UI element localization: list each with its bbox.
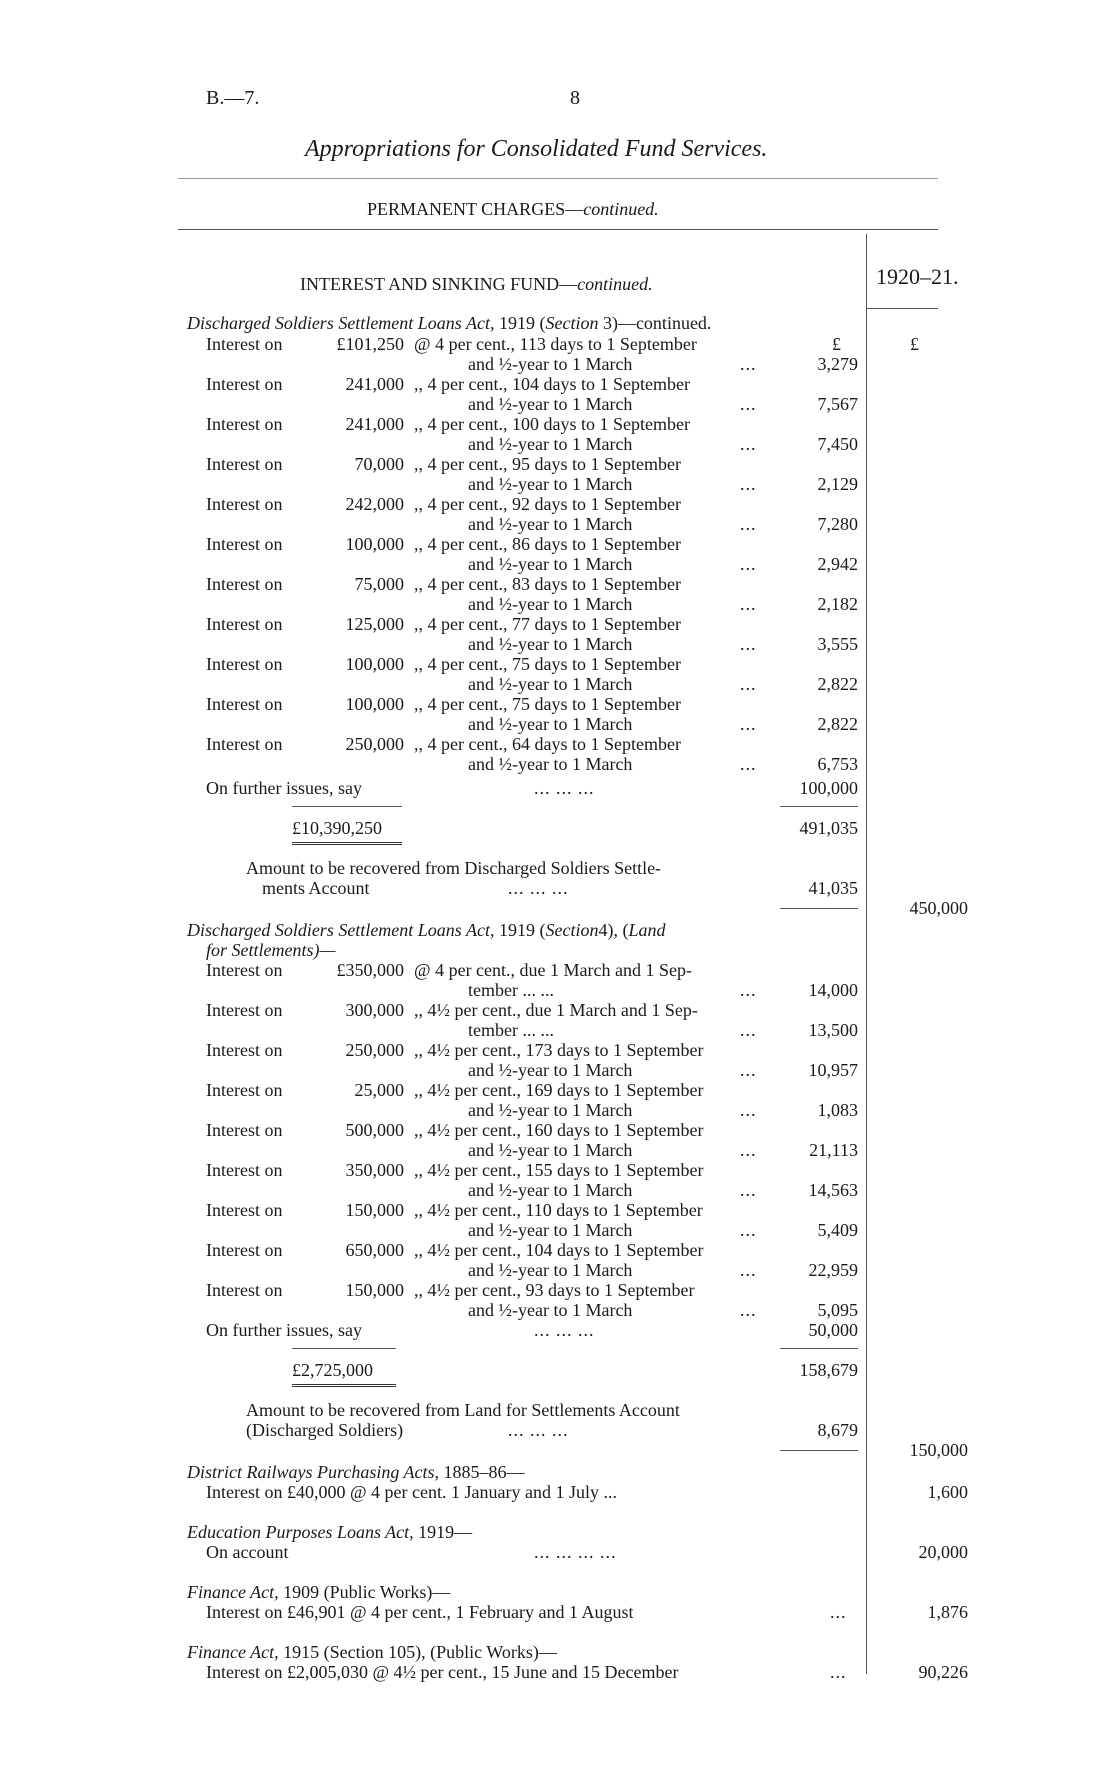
entry-label: Interest on bbox=[206, 1040, 283, 1060]
group1-total-value: 491,035 bbox=[799, 818, 858, 838]
entry-principal: 241,000 bbox=[345, 414, 404, 434]
group2-recover-value: 8,679 bbox=[817, 1420, 858, 1440]
group1-recover-rule bbox=[780, 908, 858, 909]
interest-entry bbox=[0, 1240, 1114, 1280]
act-value: 1,600 bbox=[927, 1482, 968, 1502]
interest-entry bbox=[0, 1280, 1114, 1320]
entry-principal: 242,000 bbox=[345, 494, 404, 514]
interest-entry bbox=[0, 1080, 1114, 1120]
group1-recover-line1: Amount to be recovered from Discharged Soldiers Settle- bbox=[246, 858, 662, 878]
entry-principal: 125,000 bbox=[345, 614, 404, 634]
entry-value: 7,280 bbox=[817, 514, 858, 534]
entry-rate-continued: and ½-year to 1 March bbox=[468, 594, 633, 614]
title-rule bbox=[178, 178, 938, 179]
document-ref: B.—7. bbox=[206, 87, 260, 109]
entry-label: Interest on bbox=[206, 334, 283, 354]
act-line-dots: ... bbox=[830, 1602, 847, 1622]
entry-rate-continued: tember ... ... bbox=[468, 980, 554, 1000]
year-heading: 1920–21. bbox=[876, 264, 959, 289]
entry-principal: £350,000 bbox=[336, 960, 404, 980]
entry-principal: 100,000 bbox=[345, 654, 404, 674]
group1-heading-act: Discharged Soldiers Settlement Loans Act, bbox=[187, 313, 495, 333]
entry-principal: 75,000 bbox=[354, 574, 404, 594]
interest-entry bbox=[0, 454, 1114, 494]
entry-label: Interest on bbox=[206, 1120, 283, 1140]
entry-rate: ,, 4 per cent., 77 days to 1 September bbox=[414, 614, 681, 634]
section-heading-main: PERMANENT CHARGES— bbox=[367, 199, 584, 219]
group1-further-label: On further issues, say bbox=[206, 778, 362, 798]
entry-rate-continued: and ½-year to 1 March bbox=[468, 634, 633, 654]
entry-dots: ... bbox=[740, 1100, 757, 1120]
entry-principal: 250,000 bbox=[345, 1040, 404, 1060]
entry-label: Interest on bbox=[206, 1000, 283, 1020]
entry-rate: ,, 4 per cent., 95 days to 1 September bbox=[414, 454, 681, 474]
section-heading-continued: continued. bbox=[583, 199, 659, 219]
entry-value: 2,822 bbox=[817, 674, 858, 694]
act-heading bbox=[187, 1642, 557, 1662]
entry-rate: ,, 4½ per cent., 169 days to 1 September bbox=[414, 1080, 704, 1100]
entry-label: Interest on bbox=[206, 534, 283, 554]
act-heading-rest: 1919— bbox=[413, 1522, 473, 1542]
page-number: 8 bbox=[570, 87, 580, 109]
group2-heading-rest: 4), ( bbox=[598, 920, 629, 940]
interest-entry bbox=[0, 1120, 1114, 1160]
entry-value: 21,113 bbox=[809, 1140, 858, 1160]
entry-label: Interest on bbox=[206, 614, 283, 634]
entry-value: 7,450 bbox=[817, 434, 858, 454]
group2-recover-rule bbox=[780, 1450, 858, 1451]
entry-rate-continued: tember ... ... bbox=[468, 1020, 554, 1040]
entry-dots: ... bbox=[740, 1300, 757, 1320]
group1-heading-rest: 3)—continued. bbox=[602, 313, 712, 333]
group1-total-amount: £10,390,250 bbox=[292, 818, 382, 838]
entry-rate-continued: and ½-year to 1 March bbox=[468, 474, 633, 494]
group2-further-value: 50,000 bbox=[808, 1320, 858, 1340]
group1-heading-section: Section bbox=[545, 313, 599, 333]
pound-sign-right: £ bbox=[910, 334, 919, 354]
group1-total-rule bbox=[292, 806, 402, 807]
group1-recover-line2: ments Account bbox=[262, 878, 370, 898]
group2-total-double-rule bbox=[292, 1384, 396, 1387]
entry-rate-continued: and ½-year to 1 March bbox=[468, 514, 633, 534]
entry-principal: 500,000 bbox=[345, 1120, 404, 1140]
interest-entry bbox=[0, 1200, 1114, 1240]
act-heading-name: Finance Act, bbox=[187, 1642, 279, 1662]
year-rule bbox=[866, 308, 938, 309]
entry-value: 2,182 bbox=[817, 594, 858, 614]
entry-rate: ,, 4½ per cent., 155 days to 1 September bbox=[414, 1160, 704, 1180]
act-heading bbox=[187, 1582, 450, 1602]
entry-rate: ,, 4 per cent., 100 days to 1 September bbox=[414, 414, 690, 434]
interest-entry bbox=[0, 694, 1114, 734]
entry-principal: 250,000 bbox=[345, 734, 404, 754]
entry-value: 5,409 bbox=[817, 1220, 858, 1240]
entry-rate-continued: and ½-year to 1 March bbox=[468, 354, 633, 374]
group2-total-value: 158,679 bbox=[799, 1360, 858, 1380]
entry-value: 2,942 bbox=[817, 554, 858, 574]
entry-rate: ,, 4½ per cent., 173 days to 1 September bbox=[414, 1040, 704, 1060]
group2-net-value: 150,000 bbox=[909, 1440, 968, 1460]
act-value: 20,000 bbox=[918, 1542, 968, 1562]
entry-value: 5,095 bbox=[817, 1300, 858, 1320]
interest-entry bbox=[0, 334, 1114, 374]
group2-recover-dots: ... ... ... bbox=[508, 1420, 569, 1440]
interest-entry bbox=[0, 374, 1114, 414]
entry-principal: 100,000 bbox=[345, 694, 404, 714]
entry-principal: 150,000 bbox=[345, 1280, 404, 1300]
act-heading bbox=[187, 1522, 472, 1542]
entry-dots: ... bbox=[740, 1260, 757, 1280]
entry-rate-continued: and ½-year to 1 March bbox=[468, 1140, 633, 1160]
entry-dots: ... bbox=[740, 394, 757, 414]
entry-rate: ,, 4 per cent., 83 days to 1 September bbox=[414, 574, 681, 594]
act-heading-rest: 1909 (Public Works)— bbox=[278, 1582, 451, 1602]
entry-rate-continued: and ½-year to 1 March bbox=[468, 714, 633, 734]
entry-dots: ... bbox=[740, 714, 757, 734]
entry-value: 22,959 bbox=[808, 1260, 858, 1280]
interest-entry bbox=[0, 654, 1114, 694]
entry-rate: @ 4 per cent., 113 days to 1 September bbox=[414, 334, 697, 354]
group2-heading bbox=[187, 920, 665, 940]
group1-recover-dots: ... ... ... bbox=[508, 878, 569, 898]
entry-value: 3,555 bbox=[817, 634, 858, 654]
entry-rate-continued: and ½-year to 1 March bbox=[468, 394, 633, 414]
act-line: Interest on £2,005,030 @ 4½ per cent., 15 June and 15 December bbox=[206, 1662, 679, 1682]
entry-principal: 241,000 bbox=[345, 374, 404, 394]
group2-further-label: On further issues, say bbox=[206, 1320, 362, 1340]
act-heading-name: Education Purposes Loans Act, bbox=[187, 1522, 414, 1542]
entry-label: Interest on bbox=[206, 1280, 283, 1300]
entry-value: 7,567 bbox=[817, 394, 858, 414]
group1-heading bbox=[187, 313, 711, 333]
page-title: Appropriations for Consolidated Fund Services. bbox=[305, 136, 768, 162]
entry-dots: ... bbox=[740, 354, 757, 374]
entry-label: Interest on bbox=[206, 1200, 283, 1220]
interest-entry bbox=[0, 734, 1114, 774]
group1-total-double-rule bbox=[292, 842, 402, 845]
entry-rate-continued: and ½-year to 1 March bbox=[468, 1260, 633, 1280]
entry-dots: ... bbox=[740, 1140, 757, 1160]
entry-label: Interest on bbox=[206, 574, 283, 594]
act-value: 90,226 bbox=[918, 1662, 968, 1682]
entry-label: Interest on bbox=[206, 734, 283, 754]
entry-label: Interest on bbox=[206, 494, 283, 514]
group2-further-dots: ... ... ... bbox=[534, 1320, 595, 1340]
subsection-heading-continued: continued. bbox=[577, 274, 653, 294]
entry-dots: ... bbox=[740, 1020, 757, 1040]
entry-principal: 100,000 bbox=[345, 534, 404, 554]
act-heading-name: Finance Act, bbox=[187, 1582, 279, 1602]
entry-dots: ... bbox=[740, 1060, 757, 1080]
entry-label: Interest on bbox=[206, 414, 283, 434]
group2-total-rule bbox=[292, 1348, 396, 1349]
entry-label: Interest on bbox=[206, 694, 283, 714]
subsection-heading bbox=[300, 274, 653, 295]
act-heading-rest: 1885–86— bbox=[439, 1462, 525, 1482]
pound-sign-left: £ bbox=[832, 334, 841, 354]
entry-rate-continued: and ½-year to 1 March bbox=[468, 1220, 633, 1240]
section-heading bbox=[367, 199, 659, 220]
entry-value: 14,563 bbox=[808, 1180, 858, 1200]
entry-principal: 650,000 bbox=[345, 1240, 404, 1260]
entry-value: 2,822 bbox=[817, 714, 858, 734]
entry-rate-continued: and ½-year to 1 March bbox=[468, 434, 633, 454]
entry-principal: 150,000 bbox=[345, 1200, 404, 1220]
entry-dots: ... bbox=[740, 434, 757, 454]
entry-value: 2,129 bbox=[817, 474, 858, 494]
act-value: 1,876 bbox=[927, 1602, 968, 1622]
entry-label: Interest on bbox=[206, 374, 283, 394]
entry-rate: @ 4 per cent., due 1 March and 1 Sep- bbox=[414, 960, 692, 980]
entry-dots: ... bbox=[740, 1180, 757, 1200]
entry-rate: ,, 4 per cent., 86 days to 1 September bbox=[414, 534, 681, 554]
group1-recover-value: 41,035 bbox=[808, 878, 858, 898]
group2-recover-line2: (Discharged Soldiers) bbox=[246, 1420, 404, 1440]
entry-dots: ... bbox=[740, 554, 757, 574]
entry-dots: ... bbox=[740, 1220, 757, 1240]
entry-rate: ,, 4½ per cent., 104 days to 1 September bbox=[414, 1240, 704, 1260]
act-line-dots: ... bbox=[830, 1662, 847, 1682]
entry-rate: ,, 4 per cent., 75 days to 1 September bbox=[414, 694, 681, 714]
interest-entry bbox=[0, 960, 1114, 1000]
entry-rate: ,, 4 per cent., 75 days to 1 September bbox=[414, 654, 681, 674]
interest-entry bbox=[0, 494, 1114, 534]
entry-rate-continued: and ½-year to 1 March bbox=[468, 1180, 633, 1200]
entry-label: Interest on bbox=[206, 1240, 283, 1260]
entry-label: Interest on bbox=[206, 1160, 283, 1180]
interest-entry bbox=[0, 414, 1114, 454]
entry-label: Interest on bbox=[206, 960, 283, 980]
entry-value: 6,753 bbox=[817, 754, 858, 774]
act-line: On account bbox=[206, 1542, 289, 1562]
entry-principal: 70,000 bbox=[354, 454, 404, 474]
entry-rate: ,, 4 per cent., 104 days to 1 September bbox=[414, 374, 690, 394]
interest-entry bbox=[0, 1040, 1114, 1080]
entry-dots: ... bbox=[740, 594, 757, 614]
entry-label: Interest on bbox=[206, 454, 283, 474]
group2-recover-line1: Amount to be recovered from Land for Settlements Account bbox=[246, 1400, 680, 1420]
entry-rate-continued: and ½-year to 1 March bbox=[468, 674, 633, 694]
group2-heading-land: Land bbox=[628, 920, 666, 940]
entry-principal: £101,250 bbox=[336, 334, 404, 354]
entry-principal: 300,000 bbox=[345, 1000, 404, 1020]
act-heading bbox=[187, 1462, 525, 1482]
entry-rate: ,, 4½ per cent., due 1 March and 1 Sep- bbox=[414, 1000, 698, 1020]
group1-net-value: 450,000 bbox=[909, 898, 968, 918]
group2-heading-act: Discharged Soldiers Settlement Loans Act, bbox=[187, 920, 495, 940]
group1-value-rule bbox=[780, 806, 858, 807]
entry-value: 14,000 bbox=[808, 980, 858, 1000]
entry-dots: ... bbox=[740, 514, 757, 534]
entry-rate: ,, 4 per cent., 92 days to 1 September bbox=[414, 494, 681, 514]
entry-rate: ,, 4½ per cent., 160 days to 1 September bbox=[414, 1120, 704, 1140]
entry-dots: ... bbox=[740, 754, 757, 774]
entry-rate: ,, 4½ per cent., 93 days to 1 September bbox=[414, 1280, 695, 1300]
entry-value: 3,279 bbox=[817, 354, 858, 374]
entry-value: 10,957 bbox=[808, 1060, 858, 1080]
entry-rate-continued: and ½-year to 1 March bbox=[468, 1100, 633, 1120]
group2-heading-year: 1919 ( bbox=[498, 920, 546, 940]
act-line: Interest on £40,000 @ 4 per cent. 1 January and 1 July ... bbox=[206, 1482, 617, 1502]
act-heading-rest: 1915 (Section 105), (Public Works)— bbox=[278, 1642, 557, 1662]
group2-heading-line2: for Settlements)— bbox=[206, 940, 336, 960]
subsection-heading-main: INTEREST AND SINKING FUND— bbox=[300, 274, 578, 294]
group1-further-dots: ... ... ... bbox=[534, 778, 595, 798]
entry-rate-continued: and ½-year to 1 March bbox=[468, 754, 633, 774]
group2-heading-section: Section bbox=[545, 920, 599, 940]
entry-rate: ,, 4½ per cent., 110 days to 1 September bbox=[414, 1200, 703, 1220]
act-line-dots: ... ... ... ... bbox=[534, 1542, 617, 1562]
entry-rate-continued: and ½-year to 1 March bbox=[468, 554, 633, 574]
interest-entry bbox=[0, 1000, 1114, 1040]
group1-further-value: 100,000 bbox=[799, 778, 858, 798]
entry-label: Interest on bbox=[206, 654, 283, 674]
entry-principal: 350,000 bbox=[345, 1160, 404, 1180]
entry-label: Interest on bbox=[206, 1080, 283, 1100]
group2-total-amount: £2,725,000 bbox=[292, 1360, 373, 1380]
entry-dots: ... bbox=[740, 980, 757, 1000]
group1-heading-year: 1919 ( bbox=[498, 313, 546, 333]
interest-entry bbox=[0, 574, 1114, 614]
entry-dots: ... bbox=[740, 674, 757, 694]
entry-rate-continued: and ½-year to 1 March bbox=[468, 1300, 633, 1320]
entry-value: 1,083 bbox=[817, 1100, 858, 1120]
group2-value-rule bbox=[780, 1348, 858, 1349]
interest-entry bbox=[0, 1160, 1114, 1200]
interest-entry bbox=[0, 534, 1114, 574]
entry-dots: ... bbox=[740, 474, 757, 494]
entry-value: 13,500 bbox=[808, 1020, 858, 1040]
section-rule bbox=[178, 229, 938, 230]
interest-entry bbox=[0, 614, 1114, 654]
entry-rate: ,, 4 per cent., 64 days to 1 September bbox=[414, 734, 681, 754]
act-line: Interest on £46,901 @ 4 per cent., 1 February and 1 August bbox=[206, 1602, 634, 1622]
entry-dots: ... bbox=[740, 634, 757, 654]
act-heading-name: District Railways Purchasing Acts, bbox=[187, 1462, 439, 1482]
entry-rate-continued: and ½-year to 1 March bbox=[468, 1060, 633, 1080]
entry-principal: 25,000 bbox=[354, 1080, 404, 1100]
